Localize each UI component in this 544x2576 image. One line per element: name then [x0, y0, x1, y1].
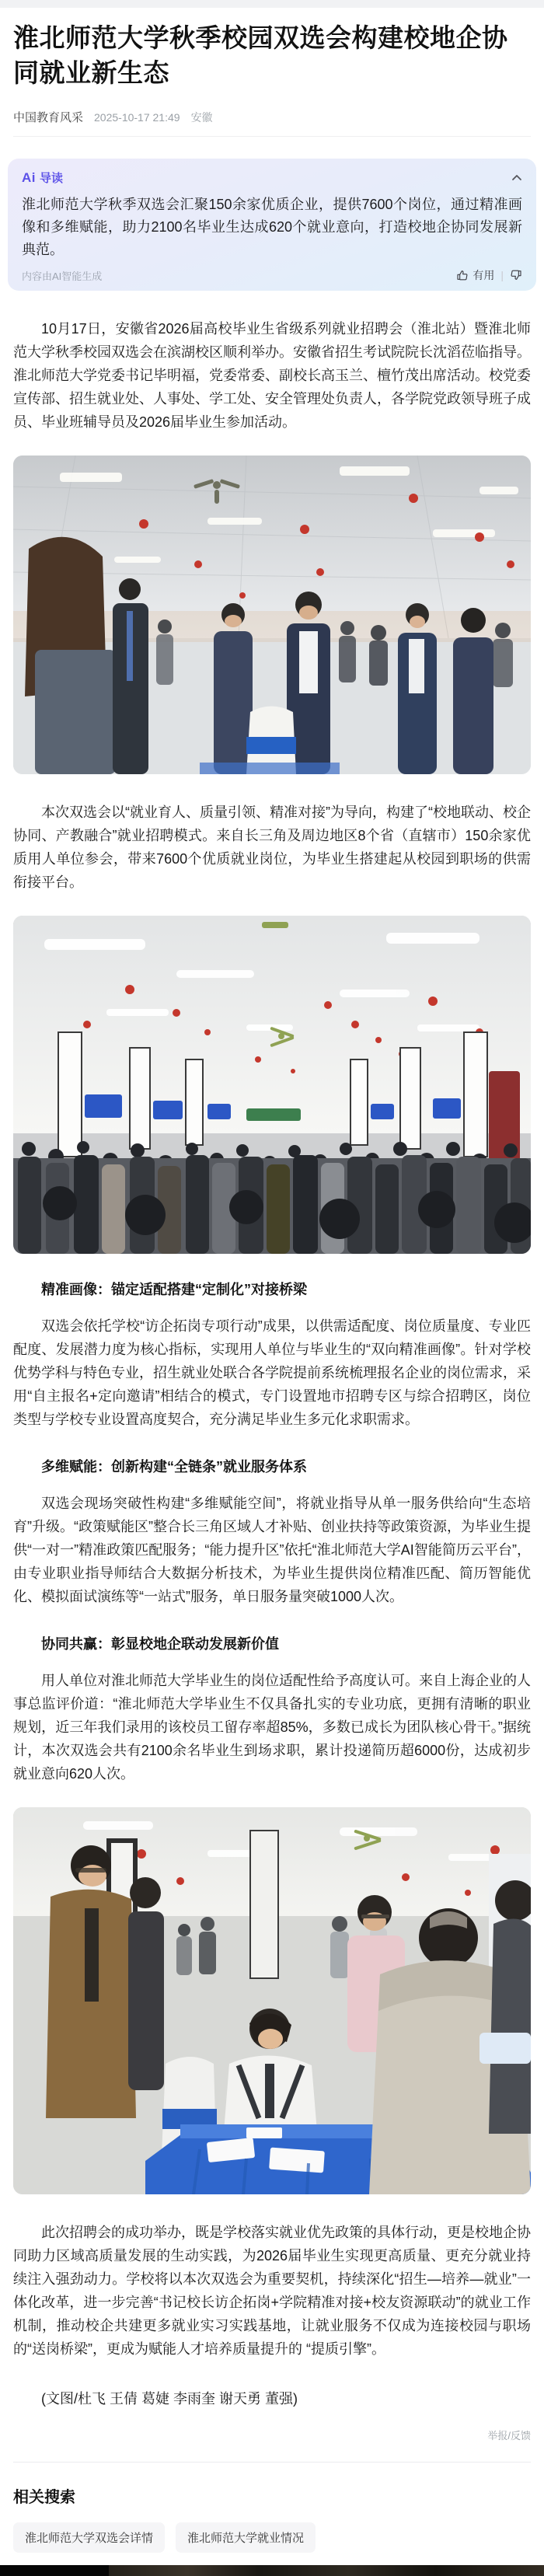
ai-logo-icon: Ai: [22, 169, 36, 185]
related-chip[interactable]: 淮北师范大学就业情况: [176, 2522, 316, 2553]
related-chip[interactable]: 淮北师范大学双选会详情: [13, 2522, 165, 2553]
helpful-button[interactable]: [456, 267, 494, 283]
publish-time: 2025-10-17 21:49: [94, 111, 180, 124]
paragraph: 双选会依托学校“访企拓岗专项行动”成果，以供需适配度、岗位质量度、专业匹配度、发展潜力度为核心指标，实现用人单位与毕业生的“双向精准画像”。针对学校优势学科与特色专业，招生就业处联合各学院提前系统梳理报名企业的岗位需求，采用“自主报名+定向邀请”相结合的模式，专门设置地市招聘专区与综合招聘区，岗位类型与学校专业设置高度契合，充分满足毕业生多元化求职需求。: [13, 1318, 531, 1427]
page-title: 淮北师范大学秋季校园双选会构建校地企协同就业新生态: [13, 23, 508, 87]
paragraph: 双选会现场突破性构建“多维赋能空间”，将就业指导从单一服务供给向“生态培育”升级。“政策赋能区”整合长三角区域人才补贴、创业扶持等政策资源，为毕业生提供“一对一”精准政策匹配服务；“能力提升区”依托“淮北师范大学AI智能简历云平台”，由专业职业指导师结合大数据分析技术，为毕业生提供岗位精准匹配、简历智能优化、模拟面试演练等“一站式”服务，单日服务量突破1000人次。: [13, 1496, 531, 1604]
top-strip: [0, 0, 544, 8]
helpful-label: 有用: [473, 269, 495, 281]
ai-digest-label: 导读: [40, 172, 64, 185]
closing-paragraph: 此次招聘会的成功举办，既是学校落实就业优先政策的具体行动，更是校地企协同助力区域高质量发展的生动实践，为2026届毕业生实现更高质量、更充分就业持续注入强劲动力。学校将以本次双选会为重要契机，持续深化“招生—培养—就业”一体化改革，进一步完善“书记校长访企拓岗+学院精准对接+校友资源联动”的就业工作机制，推动校企共建更多就业实习实践基地，让就业服务不仅成为连接校园与职场的“送岗桥梁”，更成为赋能人才培养质量提升的 “提质引擎”。: [13, 2225, 531, 2357]
footer-divider: |: [500, 269, 504, 281]
byline: [13, 109, 531, 125]
paragraph: 用人单位对淮北师范大学毕业生的岗位适配性给予高度认可。来自上海企业的人事总监评价道：“淮北师范大学毕业生不仅具备扎实的专业功底，更拥有清晰的职业规划，近三年我们录用的该校员工留存率超85%，多数已成长为团队核心骨干。”据统计，本次双选会共有2100余名毕业生到场求职，累计投递简历超6000份，达成初步就业意向620人次。: [13, 1673, 531, 1782]
report-feedback-link[interactable]: 举报/反馈: [487, 2430, 531, 2442]
related-chips: [13, 2522, 531, 2553]
ai-generated-note: 内容由AI智能生成: [22, 270, 103, 282]
article-photo-3[interactable]: [13, 1807, 531, 2194]
byline-divider: [13, 136, 531, 137]
publisher-name[interactable]: 中国教育风采: [13, 111, 84, 124]
section-heading: 多维赋能：创新构建“全链条”就业服务体系: [41, 1459, 307, 1475]
credits-line: (文图/杜飞 王倩 葛婕 李雨奎 谢天勇 董强): [41, 2391, 298, 2407]
section-divider: [13, 2462, 531, 2463]
thumbs-up-icon: [456, 269, 469, 281]
next-content-dark-block: [0, 2565, 109, 2576]
ai-digest-card: [8, 159, 536, 291]
article-photo-2[interactable]: [13, 916, 531, 1254]
next-content-image-edge: [109, 2565, 544, 2576]
next-content-preview[interactable]: [0, 2565, 544, 2576]
not-helpful-button[interactable]: [510, 269, 522, 281]
section-heading: 协同共赢：彰显校地企联动发展新价值: [41, 1636, 279, 1652]
section-heading: 精准画像：锚定适配搭建“定制化”对接桥梁: [41, 1282, 307, 1297]
article-body: [0, 20, 544, 2553]
publish-location: 安徽: [190, 111, 213, 124]
paragraph: 10月17日，安徽省2026届高校毕业生省级系列就业招聘会（淮北站）暨淮北师范大学秋季校园双选会在滨湖校区顺利举办。安徽省招生考试院院长沈滔莅临指导。淮北师范大学党委书记毕明福，党委常委、副校长高玉兰、檀竹茂出席活动。校党委宣传部、招生就业处、人事处、学工处、安全管理处负责人，各学院党政领导班子成员、毕业班辅导员及2026届毕业生参加活动。: [13, 321, 531, 430]
ai-digest-summary: 淮北师范大学秋季双选会汇聚150余家优质企业，提供7600个岗位，通过精准画像和多维赋能，助力2100名毕业生达成620个就业意向，打造校地企协同发展新典范。: [22, 197, 522, 257]
chevron-up-icon[interactable]: [511, 174, 522, 181]
report-row: [13, 2428, 531, 2443]
article-photo-1[interactable]: [13, 456, 531, 774]
paragraph: 本次双选会以“就业育人、质量引领、精准对接”为导向，构建了“校地联动、校企协同、产教融合”就业招聘模式。来自长三角及周边地区8个省（直辖市）150余家优质用人单位参会，带来7600个优质就业岗位，为毕业生搭建起从校园到职场的供需衔接平台。: [13, 805, 531, 890]
related-search-heading: 相关搜索: [13, 2489, 75, 2506]
thumbs-down-icon: [510, 269, 522, 281]
